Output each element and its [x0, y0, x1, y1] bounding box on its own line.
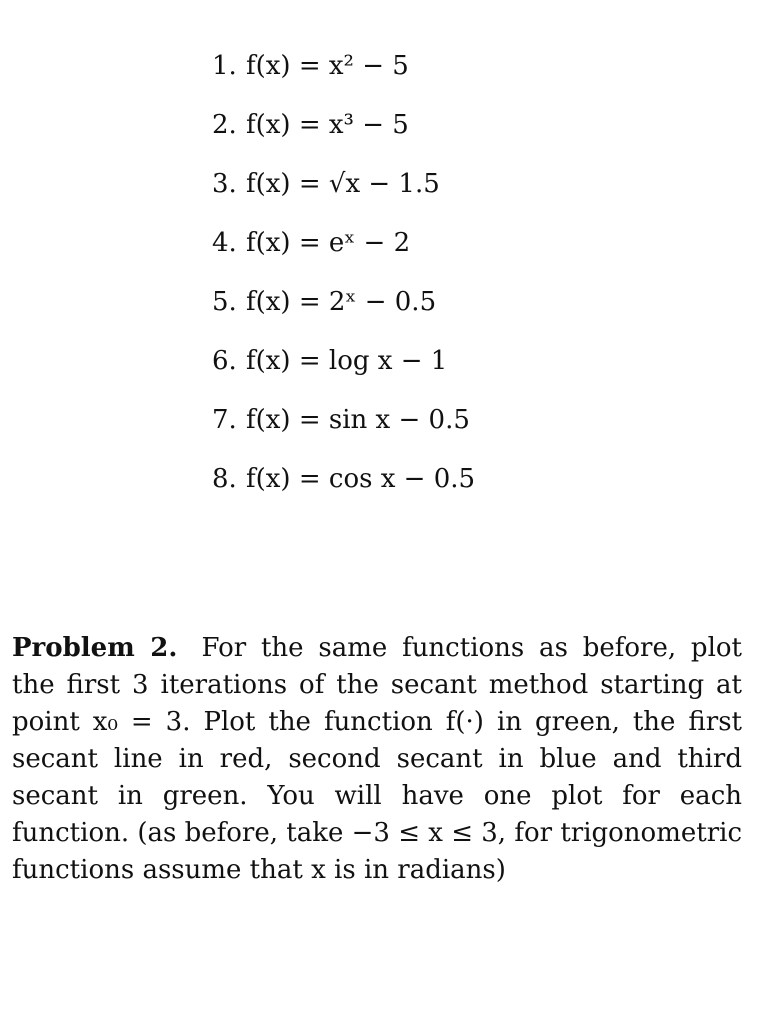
function-number: 6.: [212, 345, 237, 376]
function-number: 1.: [212, 50, 237, 81]
function-expression: f(x) = log x − 1: [246, 345, 448, 376]
function-item-6: [212, 331, 475, 390]
problem-statement: [12, 630, 742, 889]
function-item-4: [212, 213, 475, 272]
function-item-7: [212, 390, 475, 449]
function-number: 8.: [212, 463, 237, 494]
function-number: 2.: [212, 109, 237, 140]
function-expression: f(x) = 2ˣ − 0.5: [246, 286, 437, 317]
function-number: 3.: [212, 168, 237, 199]
function-item-8: [212, 449, 475, 508]
function-expression: f(x) = eˣ − 2: [246, 227, 411, 258]
function-item-1: [212, 36, 475, 95]
function-expression: f(x) = x³ − 5: [246, 109, 409, 140]
function-number: 4.: [212, 227, 237, 258]
problem-text: For the same functions as before, plot the first 3 iterations of the secant method starting at point x₀ = 3. Plot the function f(·) in green, the first secant line in red, second secant in blue and third secant in green. You will have one plot for each function. (as before, take −3 ≤ x ≤ 3, for trigonometric functions assume that x is in radians): [12, 633, 742, 885]
function-expression: f(x) = cos x − 0.5: [246, 463, 476, 494]
function-item-3: [212, 154, 475, 213]
function-list: [212, 36, 475, 508]
problem-label: Problem 2.: [12, 633, 178, 663]
function-item-2: [212, 95, 475, 154]
function-expression: f(x) = √x − 1.5: [246, 168, 440, 199]
function-expression: f(x) = sin x − 0.5: [246, 404, 470, 435]
function-item-5: [212, 272, 475, 331]
function-expression: f(x) = x² − 5: [246, 50, 409, 81]
function-number: 7.: [212, 404, 237, 435]
function-number: 5.: [212, 286, 237, 317]
